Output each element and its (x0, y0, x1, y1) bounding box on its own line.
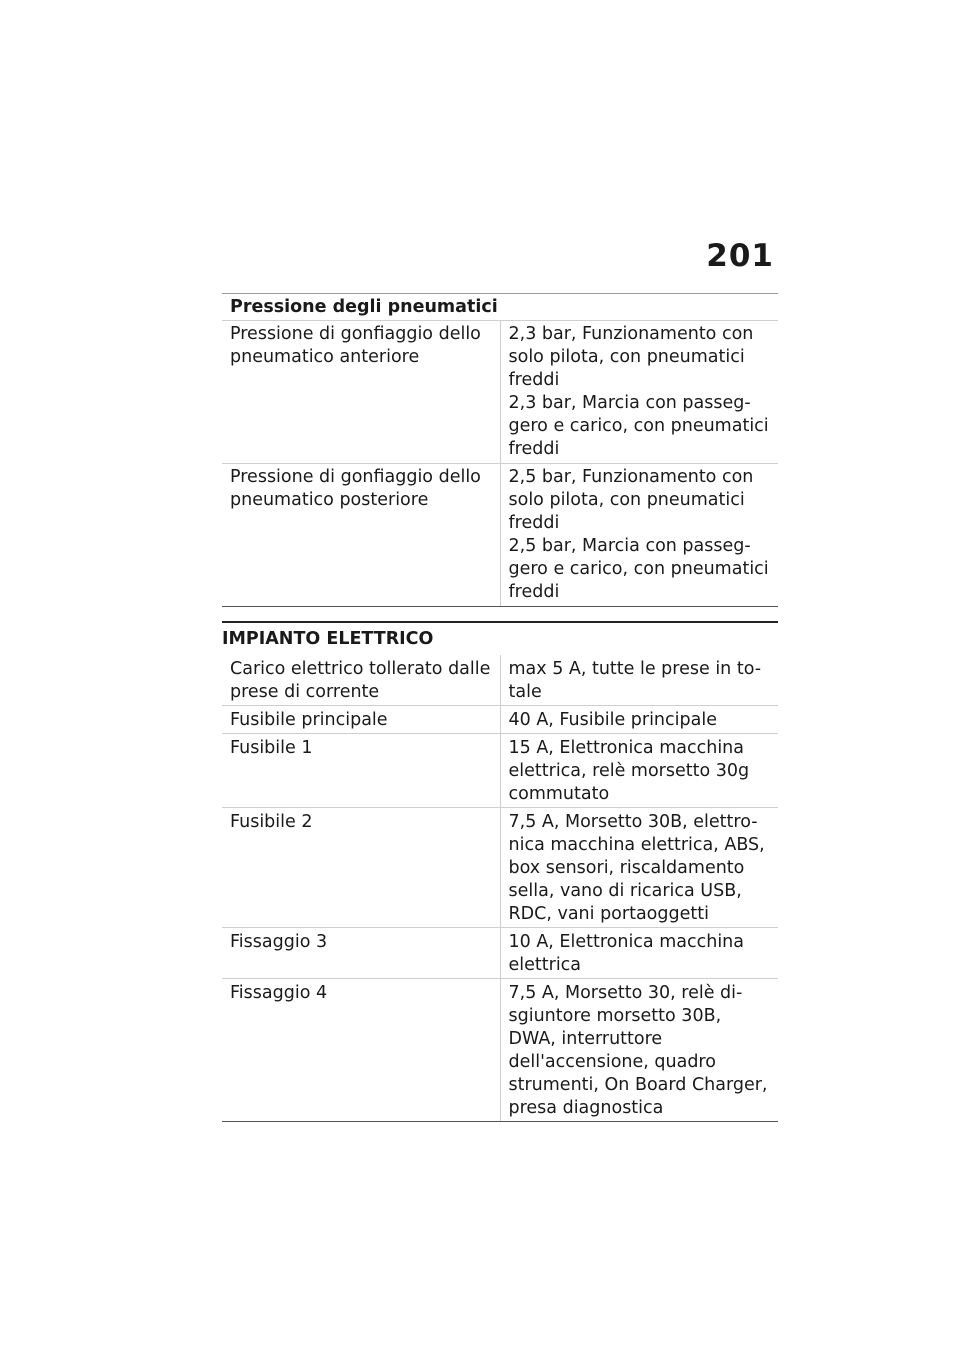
electrical-label: Carico elettrico tollerato dalle prese di corrente (222, 655, 500, 706)
electrical-value: 7,5 A, Morsetto 30, relè di-sgiuntore morsetto 30B, DWA, interruttore dell'accensione, quadro strumenti, On Board Charger, presa diagnostica (500, 979, 778, 1122)
rear-pressure-loaded: 2,5 bar, Marcia con passeg-gero e carico, con pneumatici freddi (508, 536, 769, 602)
front-pressure-solo: 2,3 bar, Funzionamento con solo pilota, con pneumatici freddi (508, 324, 754, 390)
electrical-label: Fusibile 1 (222, 734, 500, 808)
table-row (222, 655, 778, 706)
page-number: 201 (706, 238, 774, 274)
electrical-value: 15 A, Elettronica macchina elettrica, relè morsetto 30g commutato (500, 734, 778, 808)
front-pressure-values (500, 321, 778, 464)
table-header-row (222, 294, 778, 321)
rear-pressure-label: Pressione di gonfiaggio dello pneumatico posteriore (222, 464, 500, 607)
electrical-table (222, 655, 778, 1122)
table-row (222, 734, 778, 808)
table-row (222, 808, 778, 928)
electrical-label: Fissaggio 4 (222, 979, 500, 1122)
electrical-label: Fusibile 2 (222, 808, 500, 928)
electrical-value: 10 A, Elettronica macchina elettrica (500, 928, 778, 979)
tire-pressure-table (222, 293, 778, 607)
front-pressure-label: Pressione di gonfiaggio dello pneumatico anteriore (222, 321, 500, 464)
electrical-value: 40 A, Fusibile principale (500, 706, 778, 734)
electrical-label: Fissaggio 3 (222, 928, 500, 979)
electrical-value: 7,5 A, Morsetto 30B, elettro-nica macchina elettrica, ABS, box sensori, riscaldamento sella, vano di ricarica USB, RDC, vani portaoggetti (500, 808, 778, 928)
table-row (222, 928, 778, 979)
table-row (222, 321, 778, 464)
spec-content (222, 293, 778, 1122)
electrical-label: Fusibile principale (222, 706, 500, 734)
rear-pressure-solo: 2,5 bar, Funzionamento con solo pilota, con pneumatici freddi (508, 467, 754, 533)
electrical-value: max 5 A, tutte le prese in to-tale (500, 655, 778, 706)
table-row (222, 979, 778, 1122)
table-row (222, 706, 778, 734)
table-row (222, 464, 778, 607)
section-title-electrical: IMPIANTO ELETTRICO (222, 621, 778, 655)
front-pressure-loaded: 2,3 bar, Marcia con passeg-gero e carico, con pneumatici freddi (508, 393, 769, 459)
tire-pressure-title: Pressione degli pneumatici (222, 294, 778, 321)
rear-pressure-values (500, 464, 778, 607)
